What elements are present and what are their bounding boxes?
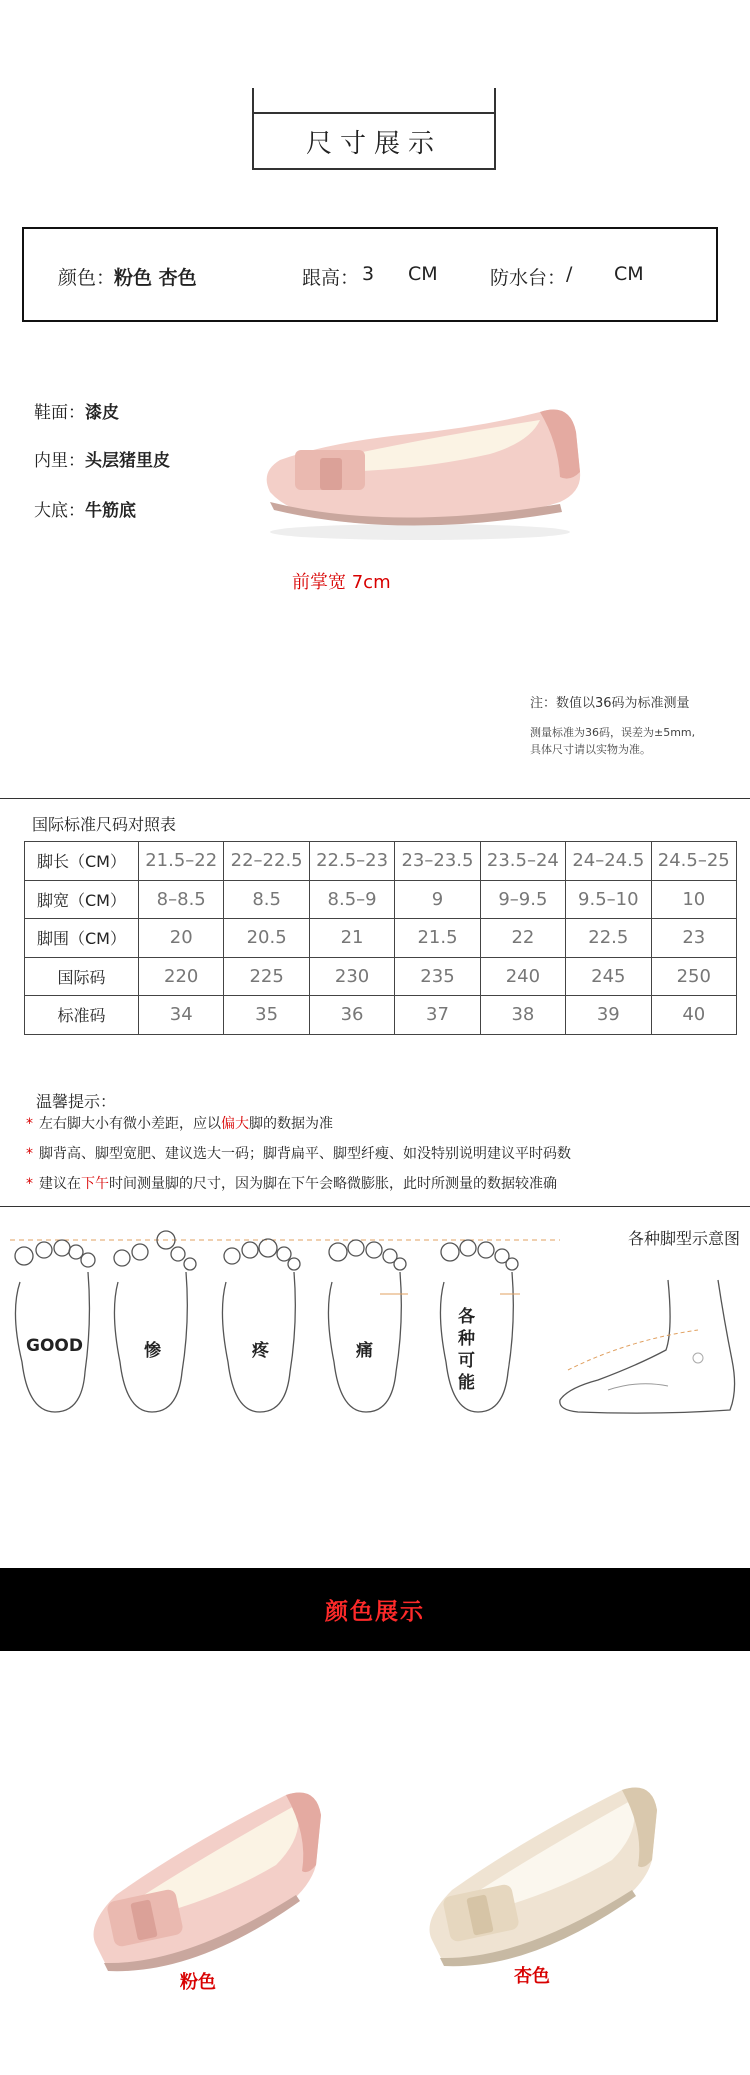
color-spec-label: 颜色： [58, 267, 116, 289]
table-cell: 22.5 [566, 919, 651, 958]
colors-banner-title: 颜色展示 [325, 1599, 425, 1625]
color-spec-value: 粉色 杏色 [114, 267, 197, 289]
foot-type-label-painful: 痛 [356, 1341, 373, 1361]
table-cell: 23 [651, 919, 736, 958]
measure-note: 注：数值以36码为标准测量 [530, 696, 690, 711]
platform-spec-label: 防水台： [490, 267, 567, 289]
table-cell: 22–22.5 [224, 842, 309, 881]
color-name-apricot: 杏色 [514, 1966, 550, 1987]
table-cell: 230 [309, 957, 394, 996]
material-upper-value: 漆皮 [85, 403, 119, 423]
table-cell: 8.5–9 [309, 880, 394, 919]
table-cell: 21 [309, 919, 394, 958]
table-cell: 240 [480, 957, 565, 996]
tip-highlight: 下午 [81, 1176, 109, 1192]
table-cell: 22 [480, 919, 565, 958]
table-cell: 23–23.5 [395, 842, 480, 881]
tip-text: 脚的数据为准 [249, 1116, 333, 1132]
foot-type-label-various: 各种可能 [458, 1307, 475, 1393]
material-lining-value: 头层猪里皮 [85, 451, 170, 471]
table-cell: 22.5–23 [309, 842, 394, 881]
material-upper [34, 398, 119, 423]
tip-highlight: 偏大 [221, 1116, 249, 1132]
size-table-title: 国际标准尺码对照表 [32, 815, 177, 834]
table-cell: 37 [395, 996, 480, 1035]
row-header: 脚围（CM） [25, 919, 139, 958]
table-row [25, 957, 737, 996]
table-cell: 20.5 [224, 919, 309, 958]
divider [0, 1206, 750, 1207]
table-cell: 8.5 [224, 880, 309, 919]
tip-line-1 [26, 1113, 333, 1133]
table-cell: 35 [224, 996, 309, 1035]
row-header: 标准码 [25, 996, 139, 1035]
colors-banner [0, 1568, 750, 1651]
table-cell: 220 [139, 957, 224, 996]
table-cell: 10 [651, 880, 736, 919]
shoe-apricot-image [412, 1770, 662, 1980]
table-row [25, 919, 737, 958]
row-header: 脚长（CM） [25, 842, 139, 881]
foot-type-label-miserable: 惨 [144, 1341, 161, 1361]
heel-spec-label: 跟高： [302, 267, 360, 289]
table-cell: 235 [395, 957, 480, 996]
table-cell: 20 [139, 919, 224, 958]
material-lining-label: 内里： [34, 451, 85, 471]
foot-type-label-sore: 疼 [252, 1341, 269, 1361]
platform-spec-unit: CM [614, 263, 644, 285]
heel-spec-unit: CM [408, 263, 438, 285]
table-cell: 34 [139, 996, 224, 1035]
table-cell: 23.5–24 [480, 842, 565, 881]
table-cell: 40 [651, 996, 736, 1035]
color-name-pink: 粉色 [180, 1972, 216, 1993]
heel-spec-value: 3 [362, 263, 375, 285]
table-row [25, 880, 737, 919]
table-cell: 9.5–10 [566, 880, 651, 919]
tip-line-3 [26, 1173, 557, 1193]
tip-text: 脚背高、脚型宽肥、建议选大一码；脚背扁平、脚型纤瘦、如没特别说明建议平时码数 [39, 1146, 571, 1162]
title-tick-right [494, 88, 496, 112]
table-cell: 24.5–25 [651, 842, 736, 881]
measure-note-detail-1: 测量标准为36码，误差为±5mm, [530, 726, 696, 739]
tip-star: * [26, 1176, 33, 1192]
table-cell: 21.5–22 [139, 842, 224, 881]
forefoot-width: 前掌宽 7cm [292, 572, 391, 593]
tip-text: 时间测量脚的尺寸，因为脚在下午会略微膨胀，此时所测量的数据较准确 [109, 1176, 557, 1192]
foot-types-title: 各种脚型示意图 [627, 1229, 740, 1248]
table-cell: 8–8.5 [139, 880, 224, 919]
foot-side-illustration [548, 1270, 744, 1420]
title-tick-left [252, 88, 254, 112]
section-title: 尺寸展示 [305, 128, 442, 159]
material-sole-label: 大底： [34, 501, 85, 521]
divider [0, 798, 750, 799]
tip-star: * [26, 1116, 33, 1132]
material-sole [34, 496, 136, 521]
row-header: 国际码 [25, 957, 139, 996]
table-row [25, 842, 737, 881]
foot-type-label-good: GOOD [26, 1336, 83, 1356]
table-row [25, 996, 737, 1035]
table-cell: 9 [395, 880, 480, 919]
table-cell: 225 [224, 957, 309, 996]
material-sole-value: 牛筋底 [85, 501, 136, 521]
shoe-product-image [240, 372, 600, 542]
table-cell: 38 [480, 996, 565, 1035]
material-lining [34, 446, 170, 471]
tip-star: * [26, 1146, 33, 1162]
section-title-box [252, 112, 496, 170]
table-cell: 36 [309, 996, 394, 1035]
table-cell: 24–24.5 [566, 842, 651, 881]
material-upper-label: 鞋面： [34, 403, 85, 423]
tip-text: 左右脚大小有微小差距，应以 [39, 1116, 221, 1132]
table-cell: 9–9.5 [480, 880, 565, 919]
table-cell: 250 [651, 957, 736, 996]
table-cell: 21.5 [395, 919, 480, 958]
spec-box [22, 227, 718, 322]
size-table [24, 841, 737, 1035]
measure-note-detail-2: 具体尺寸请以实物为准。 [530, 743, 651, 756]
tips-title: 温馨提示： [36, 1092, 117, 1111]
foot-types-illustration [0, 1222, 570, 1422]
table-cell: 245 [566, 957, 651, 996]
table-cell: 39 [566, 996, 651, 1035]
tip-line-2 [26, 1143, 571, 1163]
tip-text: 建议在 [39, 1176, 81, 1192]
shoe-pink-image [76, 1775, 326, 1985]
row-header: 脚宽（CM） [25, 880, 139, 919]
platform-spec-value: / [566, 263, 573, 285]
